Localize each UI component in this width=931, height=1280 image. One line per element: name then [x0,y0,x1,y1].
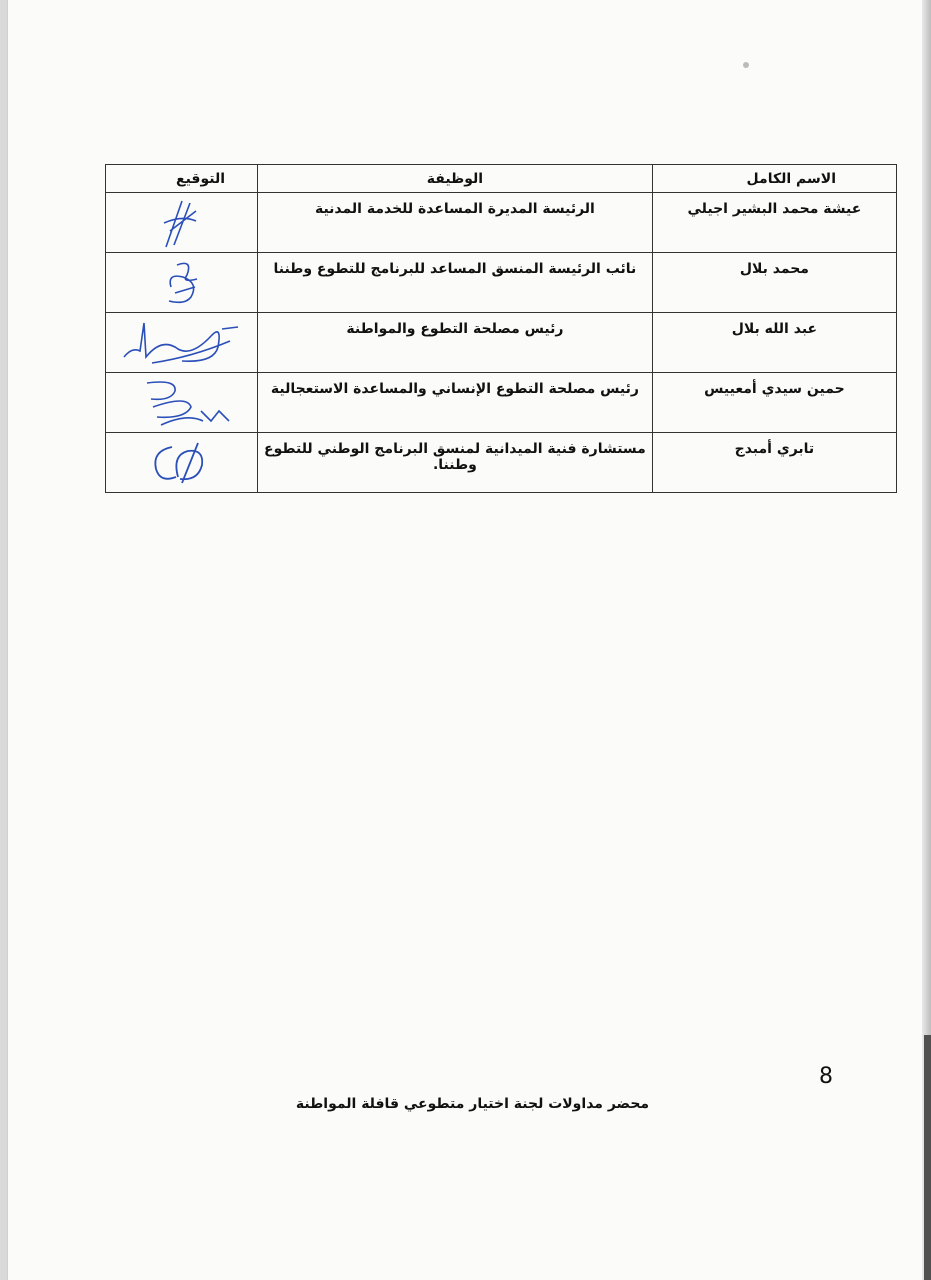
handwritten-signature-1 [152,197,212,249]
signature-cell [106,193,258,253]
signature-table [105,164,897,493]
handwritten-signature-4 [127,377,237,429]
name-cell: محمد بلال [652,253,896,313]
table-row [106,253,897,313]
table-header-row [106,165,897,193]
signature-cell [106,313,258,373]
name-cell: عيشة محمد البشير اجيلي [652,193,896,253]
document-page [7,0,922,1280]
header-full-name: الاسم الكامل [652,165,896,193]
header-signature: التوقيع [106,165,258,193]
handwritten-signature-2 [147,257,217,309]
table-row [106,433,897,493]
header-role: الوظيفة [258,165,653,193]
role-cell: رئيس مصلحة التطوع الإنساني والمساعدة الاستعجالية [258,373,653,433]
page-number: 8 [819,1064,833,1089]
handwritten-signature-3 [122,317,242,369]
signature-cell [106,373,258,433]
role-cell: نائب الرئيسة المنسق المساعد للبرنامج للتطوع وطننا [258,253,653,313]
table-row [106,193,897,253]
scan-speck [743,62,749,68]
document-footer: محضر مداولات لجنة اختيار متطوعي قافلة المواطنة [295,1096,650,1112]
table-row [106,313,897,373]
role-cell: مستشارة فنية الميدانية لمنسق البرنامج الوطني للتطوع وطننا. [258,433,653,493]
scan-edge-shadow [922,0,931,1280]
table-row [106,373,897,433]
name-cell: تابري أمبدج [652,433,896,493]
name-cell: عبد الله بلال [652,313,896,373]
role-cell: الرئيسة المديرة المساعدة للخدمة المدنية [258,193,653,253]
signature-cell [106,433,258,493]
name-cell: حمين سيدي أمعييس [652,373,896,433]
role-cell: رئيس مصلحة التطوع والمواطنة [258,313,653,373]
handwritten-signature-5 [142,437,222,489]
signature-cell [106,253,258,313]
